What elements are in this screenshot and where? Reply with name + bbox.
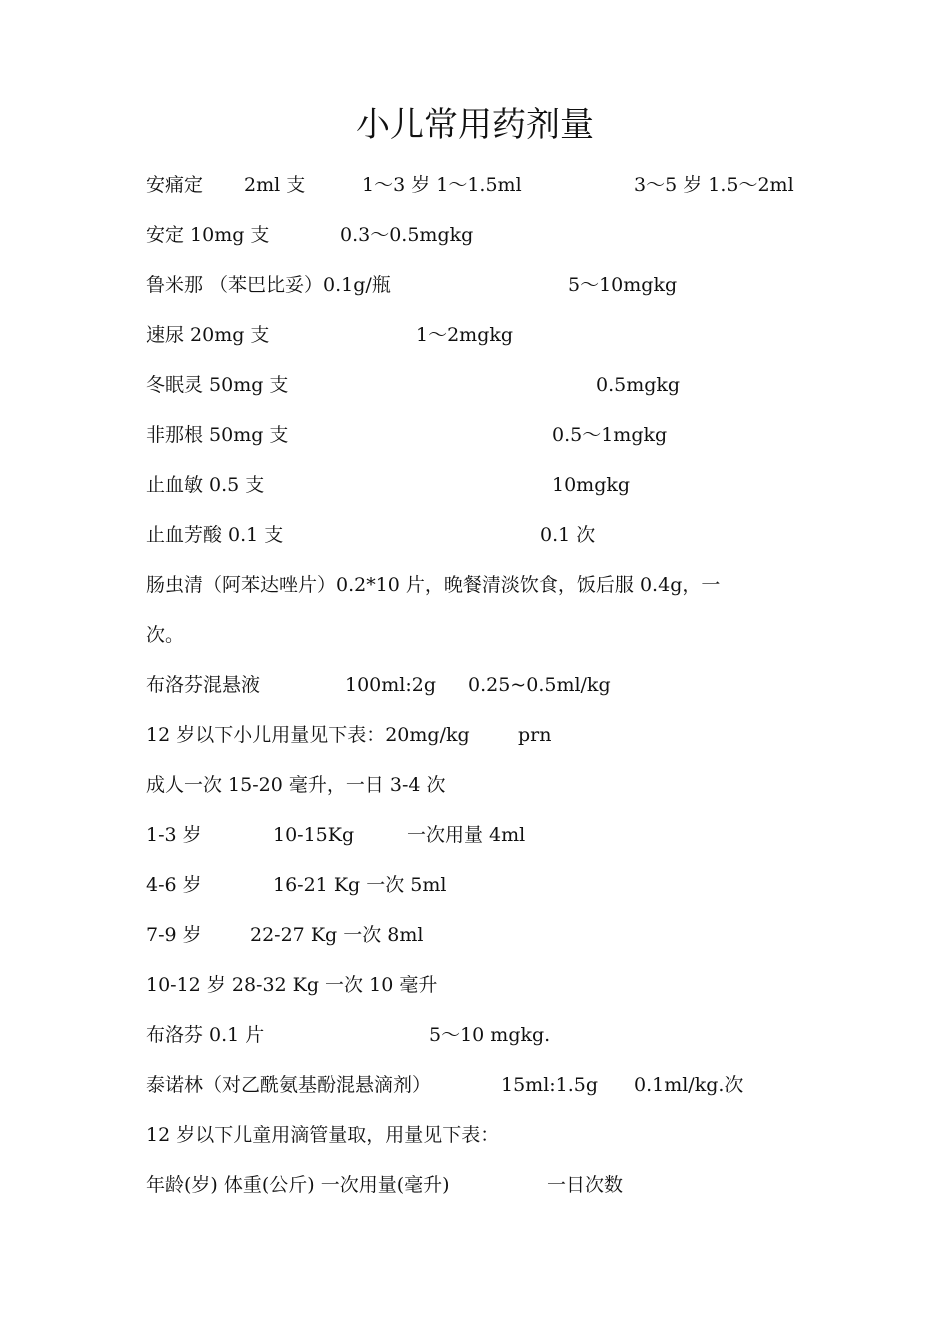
weight-dose: 22-27 Kg 一次 8ml	[250, 924, 424, 946]
dosage-table-header	[146, 1170, 826, 1200]
age-range: 1-3 岁	[146, 824, 202, 846]
age-range: 4-6 岁	[146, 874, 202, 896]
dosage-line-age-4-6	[146, 870, 826, 900]
drug-name: 安痛定	[146, 174, 204, 196]
drug-name: 布洛芬混悬液	[146, 674, 261, 696]
drug-note: 次。	[146, 624, 185, 646]
age-weight-dose: 10-12 岁 28-32 Kg 一次 10 毫升	[146, 974, 438, 996]
dosage-line-ibuprofen-suspension	[146, 670, 826, 700]
drug-dose: 0.3～0.5mgkg	[340, 224, 474, 246]
drug-note: 成人一次 15-20 毫升，一日 3-4 次	[146, 774, 446, 796]
drug-dose: 1～2mgkg	[416, 324, 514, 346]
drug-dose: 5～10mgkg	[568, 274, 678, 296]
drug-name: 布洛芬 0.1 片	[146, 1024, 265, 1046]
drug-dose: 0.1ml/kg.次	[634, 1074, 744, 1096]
dosage-line-zhixuefangsuan	[146, 520, 826, 550]
drug-dose: 0.5～1mgkg	[552, 424, 668, 446]
drug-name: 速尿 20mg 支	[146, 324, 270, 346]
drug-name: 泰诺林（对乙酰氨基酚混悬滴剂）	[146, 1074, 432, 1096]
dosage-line-adult	[146, 770, 826, 800]
drug-dose: 0.5mgkg	[596, 374, 681, 396]
drug-name: 鲁米那 （苯巴比妥）0.1g/瓶	[146, 274, 391, 296]
drug-frequency: prn	[518, 724, 552, 746]
age-range: 7-9 岁	[146, 924, 202, 946]
single-dose: 一次用量 4ml	[407, 824, 526, 846]
dosage-line-anding	[146, 220, 826, 250]
drug-spec: 100ml:2g	[345, 674, 437, 696]
drug-dose: 0.25~0.5ml/kg	[468, 674, 611, 696]
drug-dose: 1～3 岁 1～1.5ml	[362, 174, 522, 196]
drug-note: 肠虫清（阿苯达唑片）0.2*10 片，晚餐清淡饮食，饭后服 0.4g，一	[146, 574, 721, 596]
dosage-line-changchongqing	[146, 570, 816, 600]
drug-name: 止血芳酸 0.1 支	[146, 524, 284, 546]
document-title: 小儿常用药剂量	[356, 105, 594, 145]
dosage-line-dropper-note	[146, 1120, 826, 1150]
dosage-line-antongding	[146, 170, 826, 200]
table-header-daily-times: 一日次数	[547, 1174, 624, 1196]
drug-name: 非那根 50mg 支	[146, 424, 289, 446]
table-header-columns: 年龄(岁) 体重(公斤) 一次用量(毫升)	[146, 1174, 450, 1196]
dosage-line-continuation	[146, 620, 826, 650]
dosage-line-tylenol	[146, 1070, 826, 1100]
drug-note: 12 岁以下儿童用滴管量取，用量见下表：	[146, 1124, 500, 1146]
dosage-line-age-10-12	[146, 970, 826, 1000]
drug-dose: 3～5 岁 1.5～2ml	[634, 174, 794, 196]
dosage-line-dongmianling	[146, 370, 826, 400]
drug-name: 冬眠灵 50mg 支	[146, 374, 289, 396]
drug-note: 12 岁以下小儿用量见下表：20mg/kg	[146, 724, 470, 746]
drug-name: 安定 10mg 支	[146, 224, 270, 246]
drug-spec: 15ml:1.5g	[501, 1074, 599, 1096]
dosage-line-zhixuemin	[146, 470, 826, 500]
dosage-line-under12	[146, 720, 826, 750]
drug-name: 止血敏 0.5 支	[146, 474, 265, 496]
weight-range: 10-15Kg	[273, 824, 355, 846]
weight-dose: 16-21 Kg 一次 5ml	[273, 874, 447, 896]
dosage-line-ibuprofen-tablet	[146, 1020, 826, 1050]
dosage-line-suniao	[146, 320, 826, 350]
dosage-line-lumina	[146, 270, 826, 300]
drug-dose: 0.1 次	[540, 524, 596, 546]
drug-dose: 5～10 mgkg.	[429, 1024, 551, 1046]
drug-spec: 2ml 支	[244, 174, 306, 196]
drug-dose: 10mgkg	[552, 474, 631, 496]
dosage-line-age-1-3	[146, 820, 826, 850]
dosage-line-feinagen	[146, 420, 826, 450]
dosage-line-age-7-9	[146, 920, 826, 950]
